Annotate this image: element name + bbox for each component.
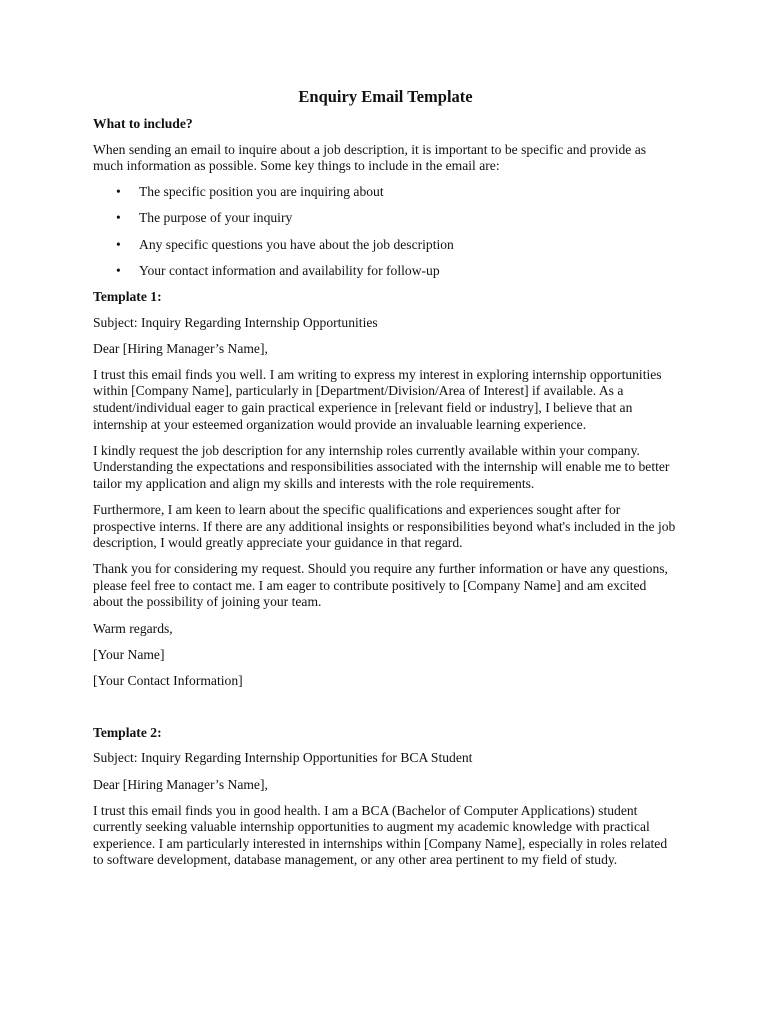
bullet-icon: • xyxy=(116,210,121,226)
template-1-closing: Warm regards, xyxy=(93,620,173,636)
intro-paragraph: When sending an email to inquire about a job description, it is important to be specific and provide as much information as possible. Some key things to include in the email are: xyxy=(93,141,647,174)
template-2-heading: Template 2: xyxy=(93,724,162,740)
document-page xyxy=(93,86,678,878)
what-to-include-heading: What to include? xyxy=(93,116,193,131)
bullet-icon: • xyxy=(116,236,121,252)
template-1-paragraph: I kindly request the job description for any internship roles currently available within your company. Understanding the expectations and responsibilities associated with the internship will enable me to better tailor my application and align my skills and interests with the role requirements. xyxy=(93,442,670,491)
template-1-subject: Subject: Inquiry Regarding Internship Opportunities xyxy=(93,314,378,330)
template-1-greeting: Dear [Hiring Manager’s Name], xyxy=(93,340,268,356)
template-1-paragraph: Thank you for considering my request. Should you require any further information or have any questions, please feel free to contact me. I am eager to contribute positively to [Company Name] and am excited about the possibility of joining your team. xyxy=(93,561,668,610)
list-item: • The specific position you are inquiring about xyxy=(116,184,384,200)
template-1-paragraph: I trust this email finds you well. I am writing to express my interest in exploring internship opportunities within [Company Name], particularly in [Department/Division/Area of Interest] if available. As a student/individual eager to gain practical experience in [relevant field or industry], I believe that an internship at your esteemed organization would provide an invaluable learning experience. xyxy=(93,366,662,432)
template-1-name: [Your Name] xyxy=(93,646,165,662)
template-1-paragraph: Furthermore, I am keen to learn about the specific qualifications and experiences sought after for prospective interns. If there are any additional insights or responsibilities beyond what's included in the job description, I would greatly appreciate your guidance in that regard. xyxy=(93,501,676,551)
section-spacer xyxy=(93,699,678,725)
template-1-contact: [Your Contact Information] xyxy=(93,672,243,688)
key-things-list xyxy=(93,184,678,279)
document-title: Enquiry Email Template xyxy=(298,87,473,106)
template-2-subject: Subject: Inquiry Regarding Internship Opportunities for BCA Student xyxy=(93,750,473,766)
list-item: • The purpose of your inquiry xyxy=(116,210,293,226)
bullet-icon: • xyxy=(116,262,121,278)
template-1-heading: Template 1: xyxy=(93,289,162,305)
template-2-paragraph: I trust this email finds you in good health. I am a BCA (Bachelor of Computer Applications) student currently seeking valuable internship opportunities to augment my academic knowledge with practical experience. I am particularly interested in internships within [Company Name], especially in roles related to software development, database management, or any other area pertinent to my field of study. xyxy=(93,802,668,868)
list-item: • Any specific questions you have about the job description xyxy=(116,236,454,252)
list-item: • Your contact information and availability for follow-up xyxy=(116,262,440,278)
template-2-greeting: Dear [Hiring Manager’s Name], xyxy=(93,776,268,792)
bullet-icon: • xyxy=(116,184,121,200)
